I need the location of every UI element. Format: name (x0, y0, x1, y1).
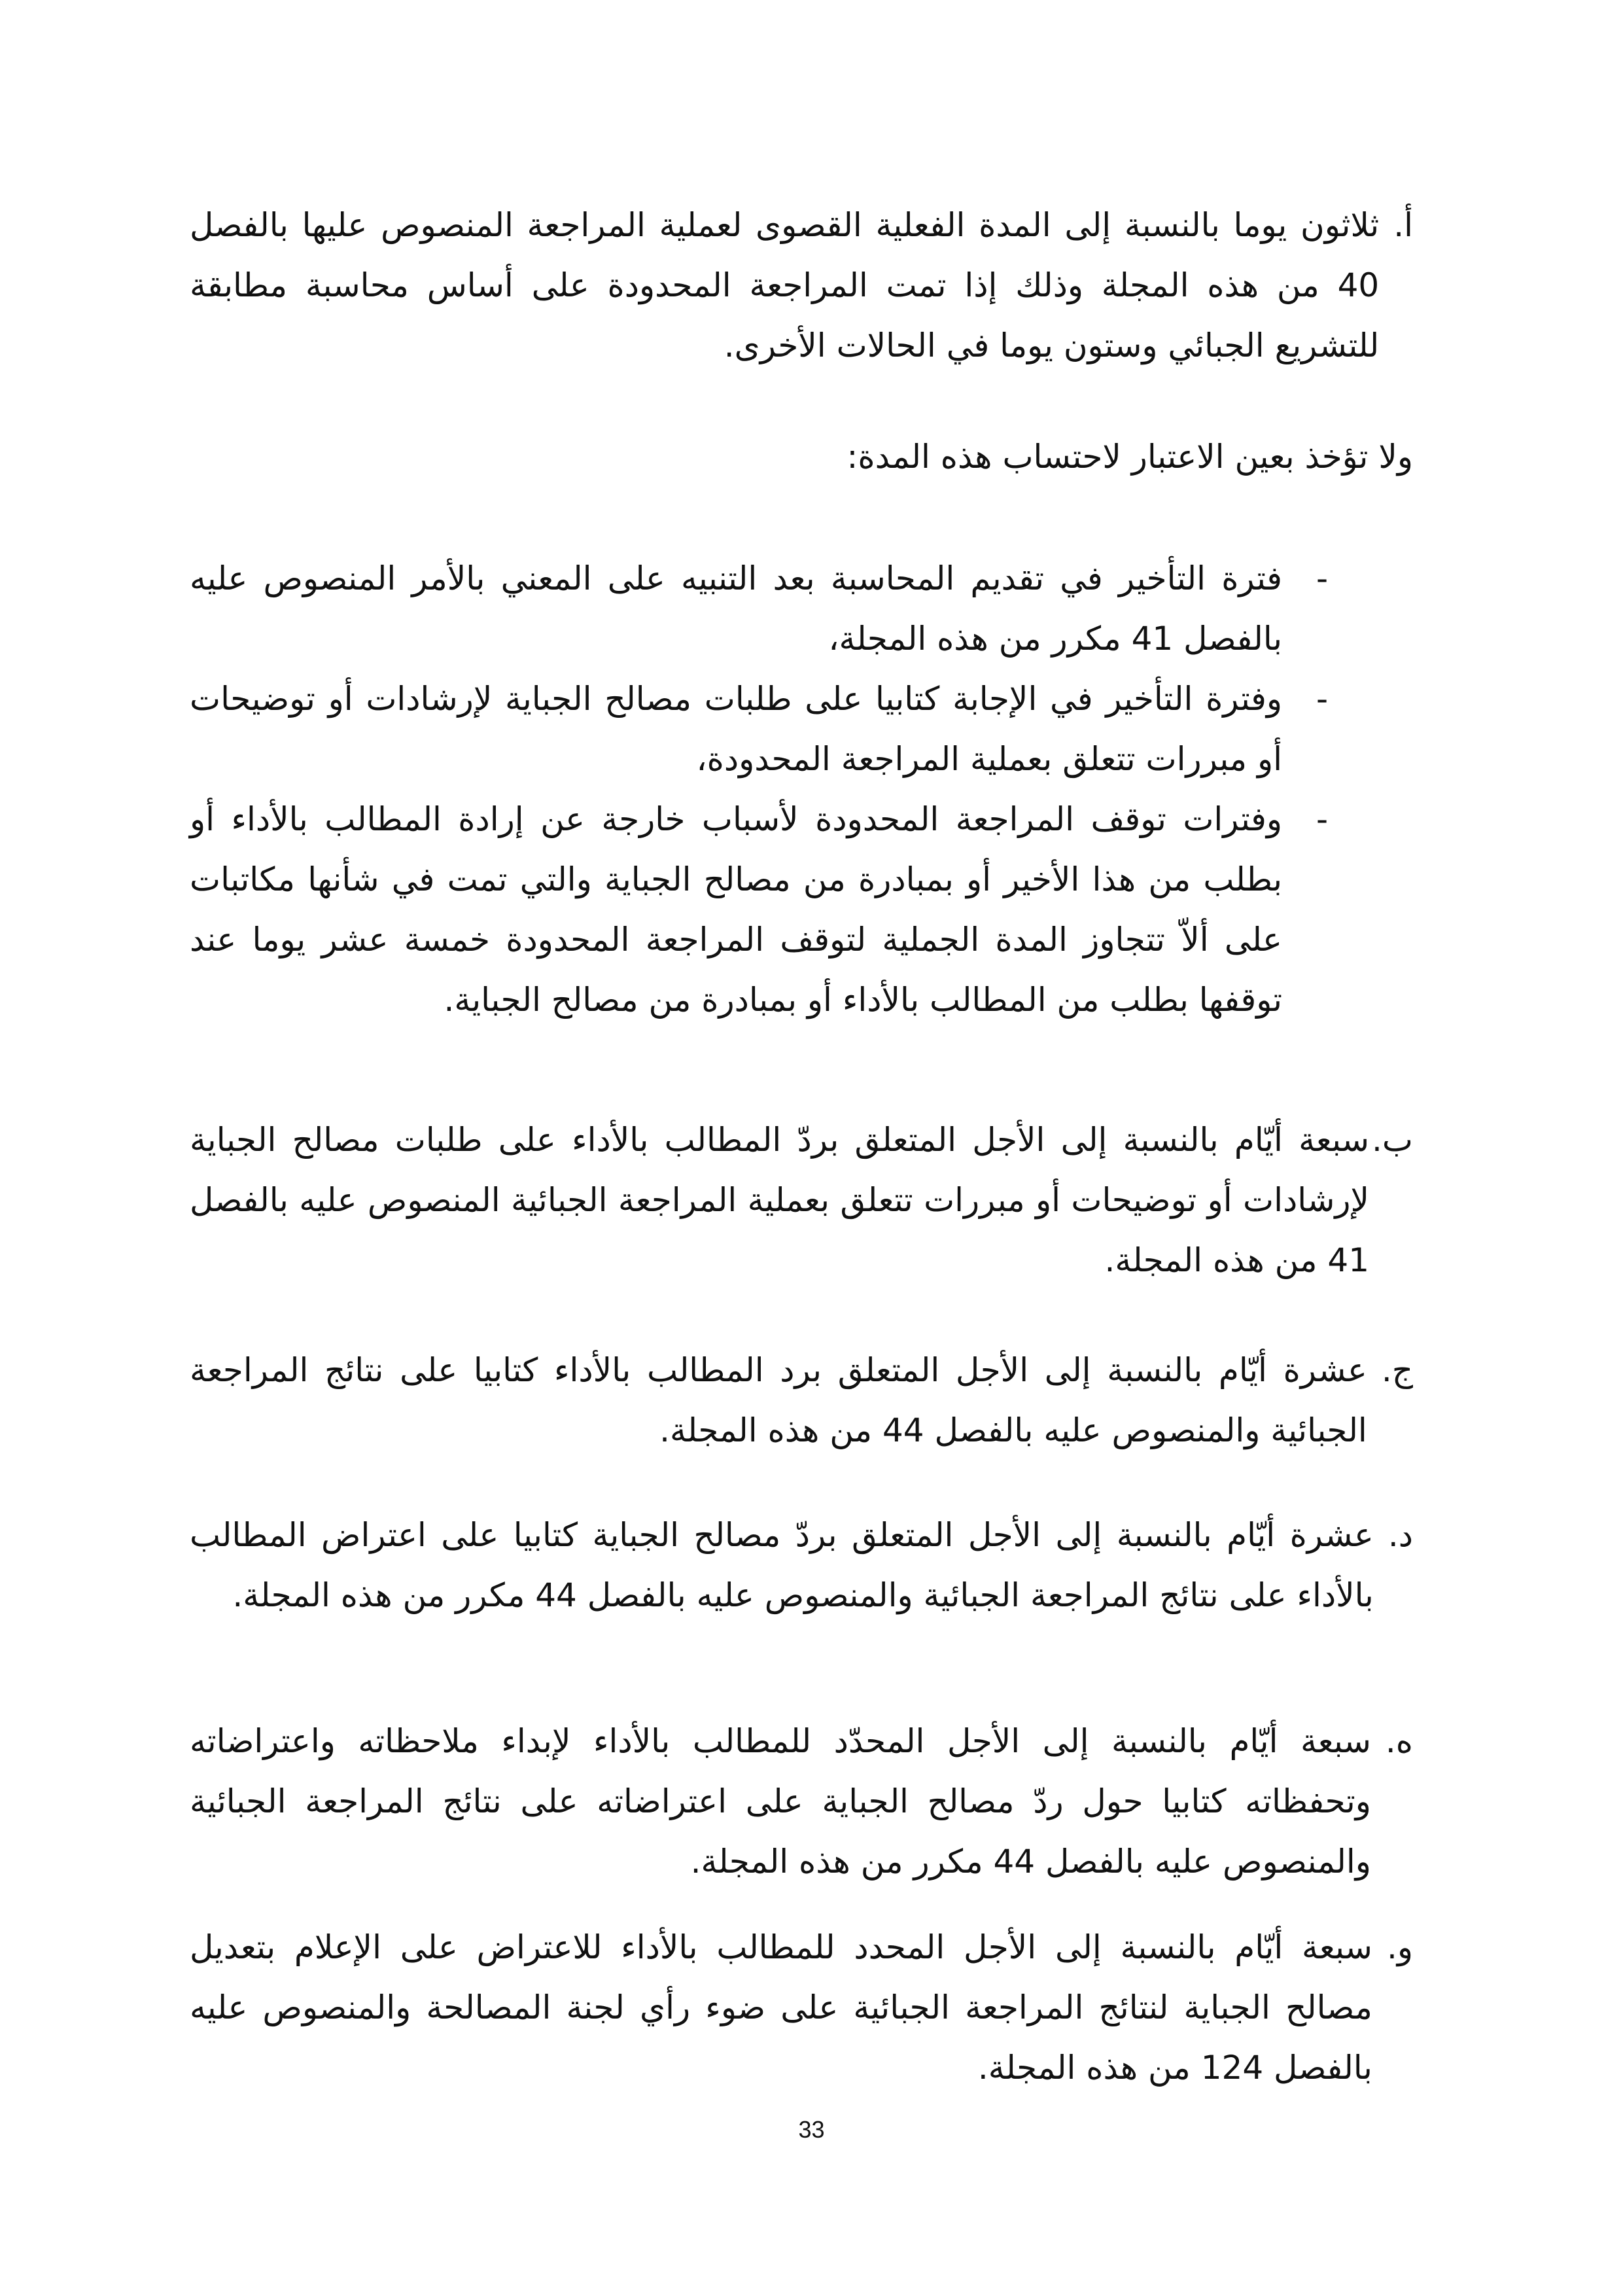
item-c (190, 1340, 1413, 1460)
bullet-list (190, 548, 1328, 1030)
item-marker: أ. (1393, 206, 1413, 244)
item-marker: و. (1386, 1928, 1413, 1966)
item-b (190, 1110, 1413, 1290)
item-text: سبعة أيّام بالنسبة إلى الأجل المحدد للمطالب بالأداء للاعتراض على الإعلام بتعديل مصالح الجباية لنتائج المراجعة الجبائية على ضوء رأي لجنة المصالحة والمنصوص عليه بالفصل 124 من هذه المجلة. (190, 1928, 1372, 2087)
item-d (190, 1505, 1413, 1625)
item-marker: ه. (1385, 1722, 1413, 1760)
item-text: عشرة أيّام بالنسبة إلى الأجل المتعلق برد المطالب بالأداء كتابيا على نتائج المراجعة الجبائية والمنصوص عليه بالفصل 44 من هذه المجلة. (190, 1351, 1367, 1449)
item-marker: د. (1387, 1516, 1413, 1554)
bullet-dash: - (1316, 800, 1328, 838)
bullet-item (190, 548, 1328, 669)
item-text: سبعة أيّام بالنسبة إلى الأجل المحدّد للمطالب بالأداء لإبداء ملاحظاته واعتراضاته وتحفظاته كتابيا حول ردّ مصالح الجباية على اعتراضاته على نتائج المراجعة الجبائية والمنصوص عليه بالفصل 44 مكرر من هذه المجلة. (190, 1722, 1371, 1881)
item-text: عشرة أيّام بالنسبة إلى الأجل المتعلق بردّ مصالح الجباية كتابيا على اعتراض المطالب بالأداء على نتائج المراجعة الجبائية والمنصوص عليه بالفصل 44 مكرر من هذه المجلة. (190, 1516, 1374, 1614)
item-a (190, 195, 1413, 376)
item-marker: ج. (1381, 1351, 1413, 1389)
item-e (190, 1711, 1413, 1892)
bullet-dash: - (1316, 559, 1328, 597)
bullet-dash: - (1316, 680, 1328, 718)
bullet-text: وفترة التأخير في الإجابة كتابيا على طلبات مصالح الجباية لإرشادات أو توضيحات أو مبررات تتعلق بعملية المراجعة المحدودة، (190, 680, 1282, 778)
note-paragraph: ولا تؤخذ بعين الاعتبار لاحتساب هذه المدة: (846, 438, 1413, 476)
item-f (190, 1917, 1413, 2098)
bullet-item (190, 789, 1328, 1030)
bullet-item (190, 669, 1328, 789)
item-marker: ب. (1372, 1121, 1413, 1159)
item-text: ثلاثون يوما بالنسبة إلى المدة الفعلية القصوى لعملية المراجعة المنصوص عليها بالفصل 40 من هذه المجلة وذلك إذا تمت المراجعة المحدودة على أساس محاسبة مطابقة للتشريع الجبائي وستون يوما في الحالات الأخرى. (190, 206, 1380, 364)
bullet-text: وفترات توقف المراجعة المحدودة لأسباب خارجة عن إرادة المطالب بالأداء أو بطلب من هذا الأخير أو بمبادرة من مصالح الجباية والتي تمت في شأنها مكاتبات على ألاّ تتجاوز المدة الجملية لتوقف المراجعة المحدودة خمسة عشر يوما عند توقفها بطلب من المطالب بالأداء أو بمبادرة من مصالح الجباية. (190, 800, 1282, 1019)
bullet-text: فترة التأخير في تقديم المحاسبة بعد التنبيه على المعني بالأمر المنصوص عليه بالفصل 41 مكرر من هذه المجلة، (190, 559, 1282, 658)
item-text: سبعة أيّام بالنسبة إلى الأجل المتعلق بردّ المطالب بالأداء على طلبات مصالح الجباية لإرشادات أو توضيحات أو مبررات تتعلق بعملية المراجعة الجبائية المنصوص عليه بالفصل 41 من هذه المجلة. (190, 1121, 1370, 1279)
page-number: 33 (798, 2116, 825, 2143)
